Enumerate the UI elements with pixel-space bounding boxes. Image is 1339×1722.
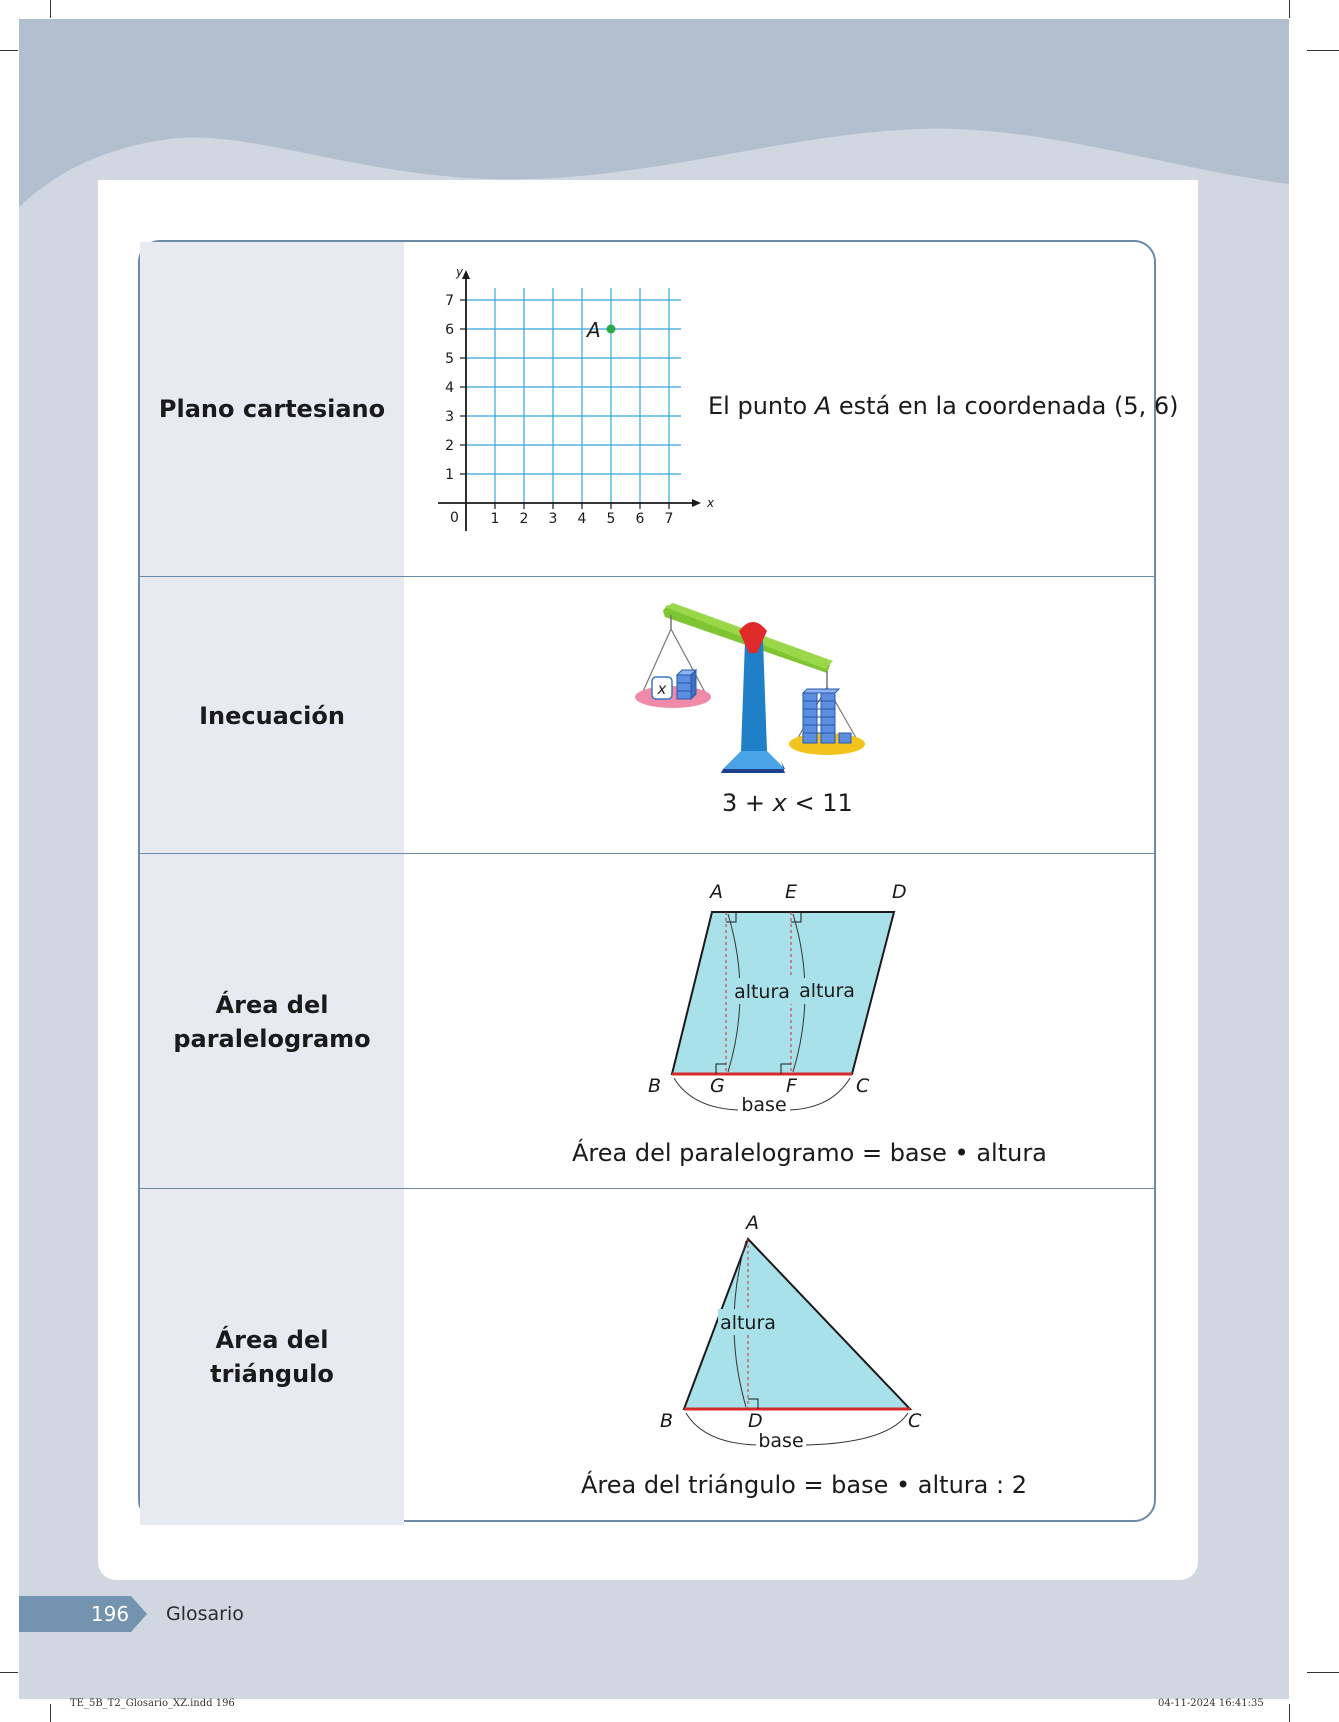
crop-mark (0, 50, 18, 51)
term-label (163, 988, 380, 1056)
base-label: base (741, 1094, 787, 1116)
crop-mark (1289, 0, 1290, 18)
y-axis-label: y (456, 265, 464, 279)
page-number: 196 (90, 1602, 130, 1626)
glossary-row-triangle-area (140, 1188, 1154, 1525)
height-label: altura (799, 980, 855, 1002)
vertex-label: C (908, 1410, 922, 1432)
y-tick-label: 5 (445, 351, 454, 367)
print-slug-file: TE_5B_T2_Glosario_XZ.indd 196 (70, 1698, 235, 1709)
triangle-diagram (644, 1199, 944, 1452)
caption-point-name: A (814, 392, 832, 420)
height-label: altura (734, 981, 790, 1003)
formula-text: 3 + (722, 789, 773, 817)
y-tick-label: 1 (445, 467, 454, 483)
term-cell (140, 854, 404, 1189)
parallelogram-formula: Área del paralelogramo = base • altura (572, 1139, 1047, 1167)
height-label: altura (720, 1312, 776, 1334)
x-tick-label: 6 (635, 511, 645, 527)
y-tick-label: 3 (445, 409, 454, 425)
crop-mark (1289, 1704, 1290, 1722)
x-tick-label: 7 (664, 511, 674, 527)
vertex-label: F (786, 1075, 797, 1097)
data-point-a (607, 325, 616, 334)
vertex-label: D (748, 1410, 763, 1432)
x-tick-label: 3 (548, 511, 558, 527)
left-cubes-icon (677, 670, 696, 699)
vertex-label: C (856, 1075, 870, 1097)
y-tick-label: 6 (445, 322, 454, 338)
scale-stand (741, 641, 767, 751)
balance-scale-illustration (635, 601, 895, 781)
term-cell (140, 1189, 404, 1525)
print-slug-date: 04-11-2024 16:41:35 (1158, 1698, 1264, 1709)
glossary-row-parallelogram-area (140, 853, 1154, 1189)
crop-mark (50, 0, 51, 18)
y-tick-label: 2 (445, 438, 454, 454)
term-label: Área del triángulo (210, 1326, 334, 1388)
term-label: Inecuación (199, 701, 345, 730)
y-tick-label: 7 (445, 293, 454, 309)
x-axis-label: x (707, 496, 715, 510)
term-cell (140, 577, 404, 854)
left-pan (635, 686, 711, 708)
definition-cell (404, 854, 1154, 1189)
definition-cell (404, 242, 1179, 576)
vertex-label: G (710, 1075, 725, 1097)
crop-mark (50, 1704, 51, 1722)
caption-text: El punto (708, 392, 815, 420)
vertex-label: A (746, 1212, 759, 1234)
glossary-row-cartesian-plane (140, 242, 1179, 576)
term-label-line: paralelogramo (173, 1024, 371, 1053)
axes-layer (438, 265, 715, 531)
ticks-layer (445, 293, 673, 527)
glossary-table (138, 240, 1179, 1522)
term-label-line: Área del (215, 990, 329, 1019)
data-point-label: A (587, 318, 601, 342)
triangle-shape (684, 1239, 910, 1409)
glossary-row-inequality (140, 576, 1154, 854)
crop-mark (1307, 1672, 1339, 1673)
unknown-label: x (657, 680, 667, 698)
cartesian-caption (708, 392, 1179, 420)
grid-layer (466, 288, 681, 503)
origin-label: 0 (450, 510, 459, 526)
term-label: Plano cartesiano (158, 395, 386, 423)
formula-variable: x (772, 789, 787, 817)
term-cell (140, 242, 404, 576)
x-tick-label: 2 (519, 511, 529, 527)
y-axis-arrow-icon (462, 270, 470, 279)
inequality-formula (722, 789, 853, 817)
base-label: base (758, 1430, 804, 1452)
formula-text: < 11 (786, 789, 853, 817)
crop-mark (0, 1672, 18, 1673)
triangle-formula: Área del triángulo = base • altura : 2 (581, 1471, 1027, 1499)
vertex-label: A (710, 881, 723, 903)
definition-cell (404, 577, 1154, 854)
y-tick-label: 4 (445, 380, 454, 396)
vertex-label: B (660, 1410, 674, 1432)
definition-cell (404, 1189, 1154, 1525)
x-tick-label: 5 (606, 511, 616, 527)
vertex-label: E (785, 881, 798, 903)
vertex-label: D (892, 881, 907, 903)
vertex-label: B (648, 1075, 662, 1097)
x-tick-label: 4 (577, 511, 587, 527)
crop-mark (1307, 50, 1339, 51)
caption-text: está en la coordenada (5, 6) (831, 392, 1179, 420)
parallelogram-diagram (646, 874, 946, 1116)
cartesian-plane-chart (426, 265, 716, 548)
x-axis-arrow-icon (692, 499, 701, 507)
footer-section-title: Glosario (166, 1603, 244, 1625)
x-tick-label: 1 (490, 511, 500, 527)
